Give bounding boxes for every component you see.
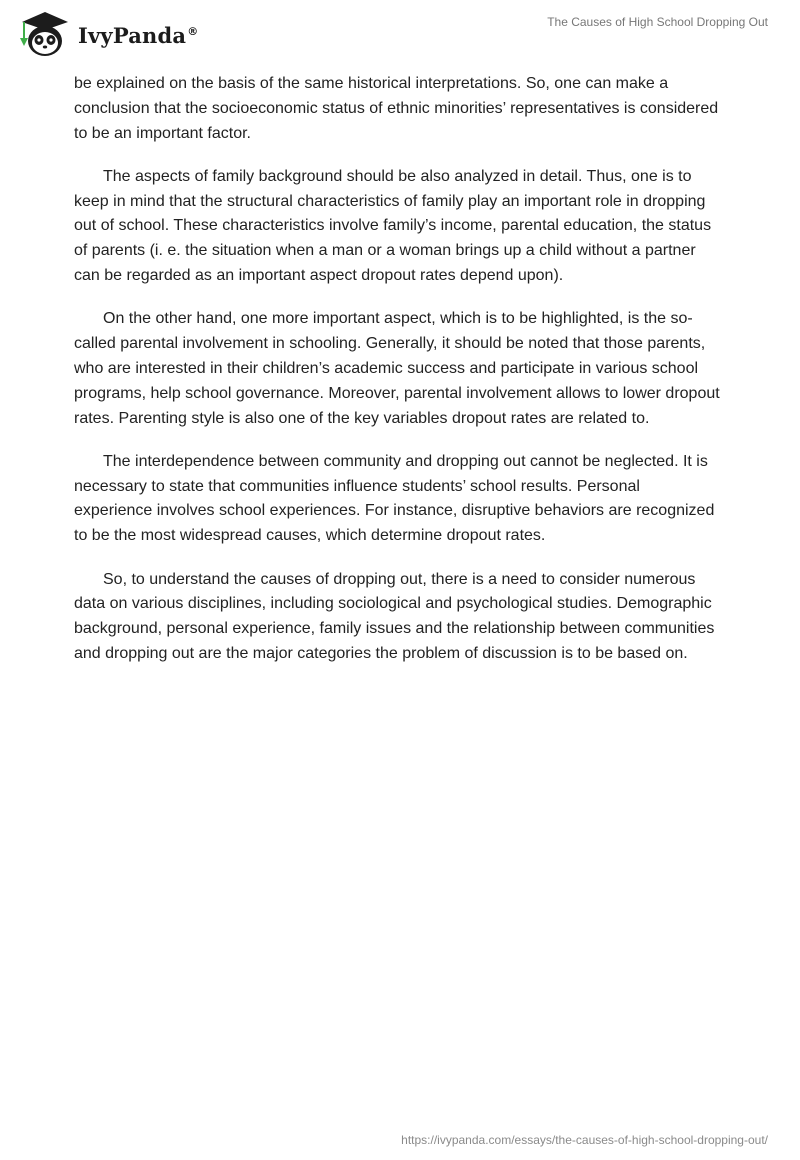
- source-url-link[interactable]: https://ivypanda.com/essays/the-causes-of-high-school-dropping-out/: [401, 1133, 768, 1147]
- paragraph: The interdependence between community and dropping out cannot be neglected. It is necessary to state that communities influence students’ school results. Personal experience involves school experiences. For instance, disruptive behaviors are recognized to be the most widespread causes, which determine dropout rates.: [74, 452, 715, 545]
- brand-name: IvyPanda®: [78, 22, 199, 48]
- brand-logo-link[interactable]: [14, 8, 198, 58]
- paragraph: On the other hand, one more important aspect, which is to be highlighted, is the so-called parental involvement in schooling. Generally, it should be noted that those parents, who are interested in their children’s academic success and participate in various school programs, help school governance. Moreover, parental involvement allows to lower dropout rates. Parenting style is also one of the key variables dropout rates are related to.: [74, 310, 720, 427]
- paragraph-continued: be explained on the basis of the same historical interpretations. So, one can make a conclusion that the socioeconomic status of ethnic minorities’ representatives is considered to be an important factor.: [74, 75, 719, 142]
- paragraph: The aspects of family background should be also analyzed in detail. Thus, one is to keep in mind that the structural characteristics of family play an important role in dropping out of school. These characteristics involve family’s income, parental education, the status of parents (i. e. the situation when a man or a woman brings up a child without a partner can be regarded as an important aspect dropout rates depend upon).: [74, 167, 712, 285]
- registered-mark: ®: [187, 24, 199, 38]
- page-header: [0, 0, 800, 70]
- panda-graduation-cap-icon: [14, 8, 72, 58]
- paragraph: So, to understand the causes of dropping out, there is a need to consider numerous data on various disciplines, including sociological and psychological studies. Demographic background, personal experience, family issues and the relationship between communities and dropping out are the major categories the problem of discussion is to be based on.: [74, 570, 715, 662]
- essay-body: [74, 72, 722, 685]
- document-title: The Causes of High School Dropping Out: [547, 15, 768, 29]
